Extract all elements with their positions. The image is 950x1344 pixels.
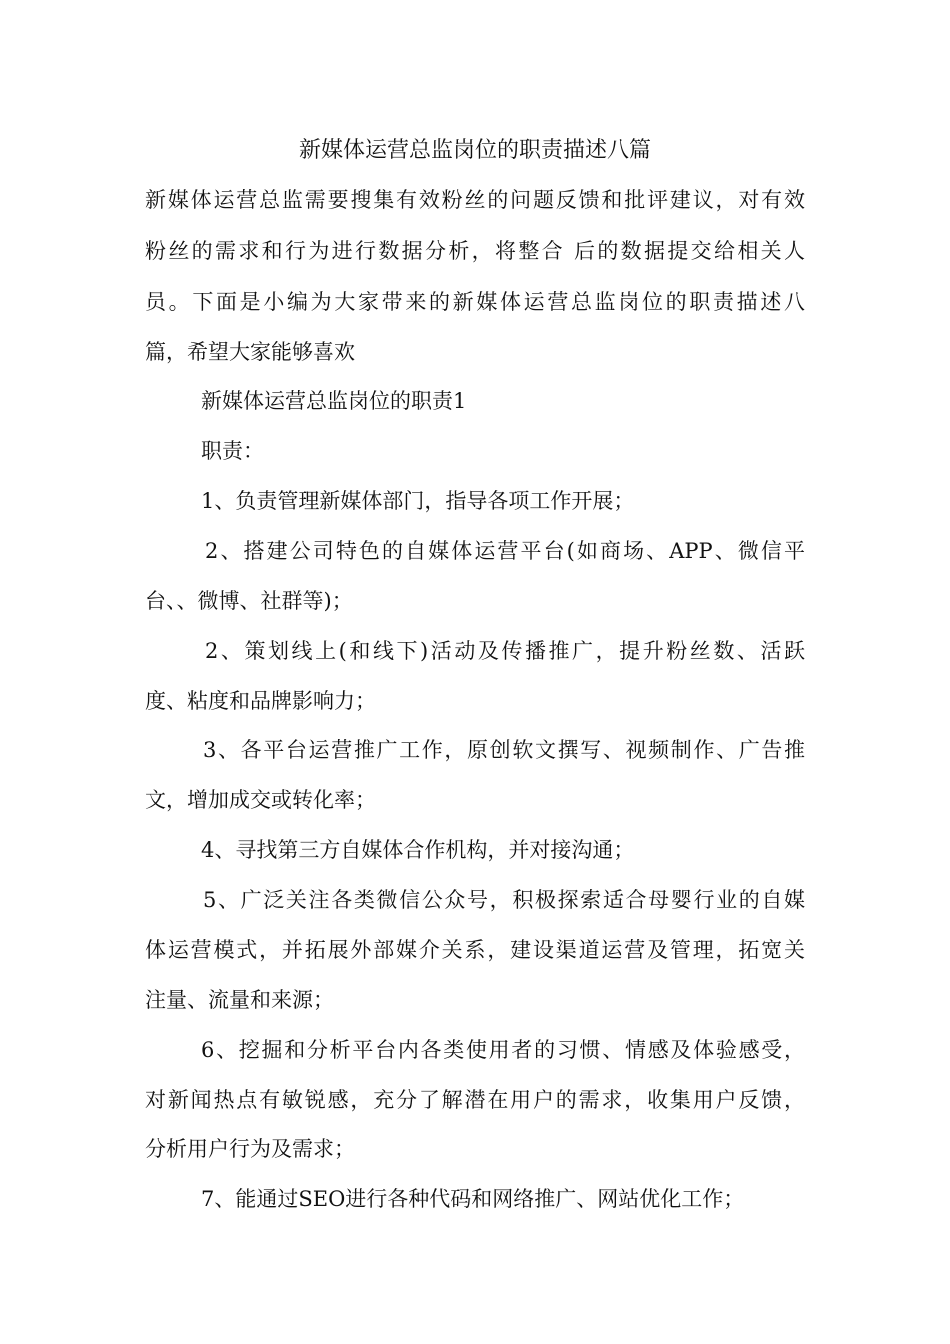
intro-line-3: 员。下面是小编为大家带来的新媒体运营总监岗位的职责描述八 <box>145 290 805 314</box>
duty-line-6: 3、各平台运营推广工作，原创软文撰写、视频制作、广告推 <box>203 738 805 762</box>
duty-line-15: 7、能通过SEO进行各种代码和网络推广、网站优化工作； <box>201 1187 745 1211</box>
duty-line-7: 文，增加成交或转化率； <box>145 788 376 812</box>
section-heading: 新媒体运营总监岗位的职责1 <box>201 389 467 413</box>
duty-line-3: 台、、微博、社群等)； <box>145 589 353 613</box>
duty-line-9: 5、广泛关注各类微信公众号，积极探索适合母婴行业的自媒 <box>203 888 805 912</box>
duty-line-14: 分析用户行为及需求； <box>145 1137 355 1161</box>
intro-line-2: 粉丝的需求和行为进行数据分析，将整合 后的数据提交给相关人 <box>145 239 805 263</box>
duty-line-5: 度、粘度和品牌影响力； <box>145 689 376 713</box>
duty-line-11: 注量、流量和来源； <box>145 988 334 1012</box>
duty-line-4: 2、策划线上(和线下)活动及传播推广，提升粉丝数、活跃 <box>205 639 805 663</box>
intro-line-1: 新媒体运营总监需要搜集有效粉丝的问题反馈和批评建议，对有效 <box>145 188 805 212</box>
duty-line-2: 2、搭建公司特色的自媒体运营平台(如商场、APP、微信平 <box>205 539 805 563</box>
duty-line-10: 体运营模式，并拓展外部媒介关系，建设渠道运营及管理，拓宽关 <box>145 938 805 962</box>
duties-label: 职责： <box>201 439 264 463</box>
duty-line-13: 对新闻热点有敏锐感，充分了解潜在用户的需求，收集用户反馈， <box>145 1088 805 1112</box>
duty-line-8: 4、寻找第三方自媒体合作机构，并对接沟通； <box>201 838 635 862</box>
intro-line-4: 篇，希望大家能够喜欢 <box>145 340 355 364</box>
document-title: 新媒体运营总监岗位的职责描述八篇 <box>298 138 651 163</box>
duty-line-1: 1、负责管理新媒体部门，指导各项工作开展； <box>201 489 635 513</box>
duty-line-12: 6、挖掘和分析平台内各类使用者的习惯、情感及体验感受， <box>201 1038 805 1062</box>
